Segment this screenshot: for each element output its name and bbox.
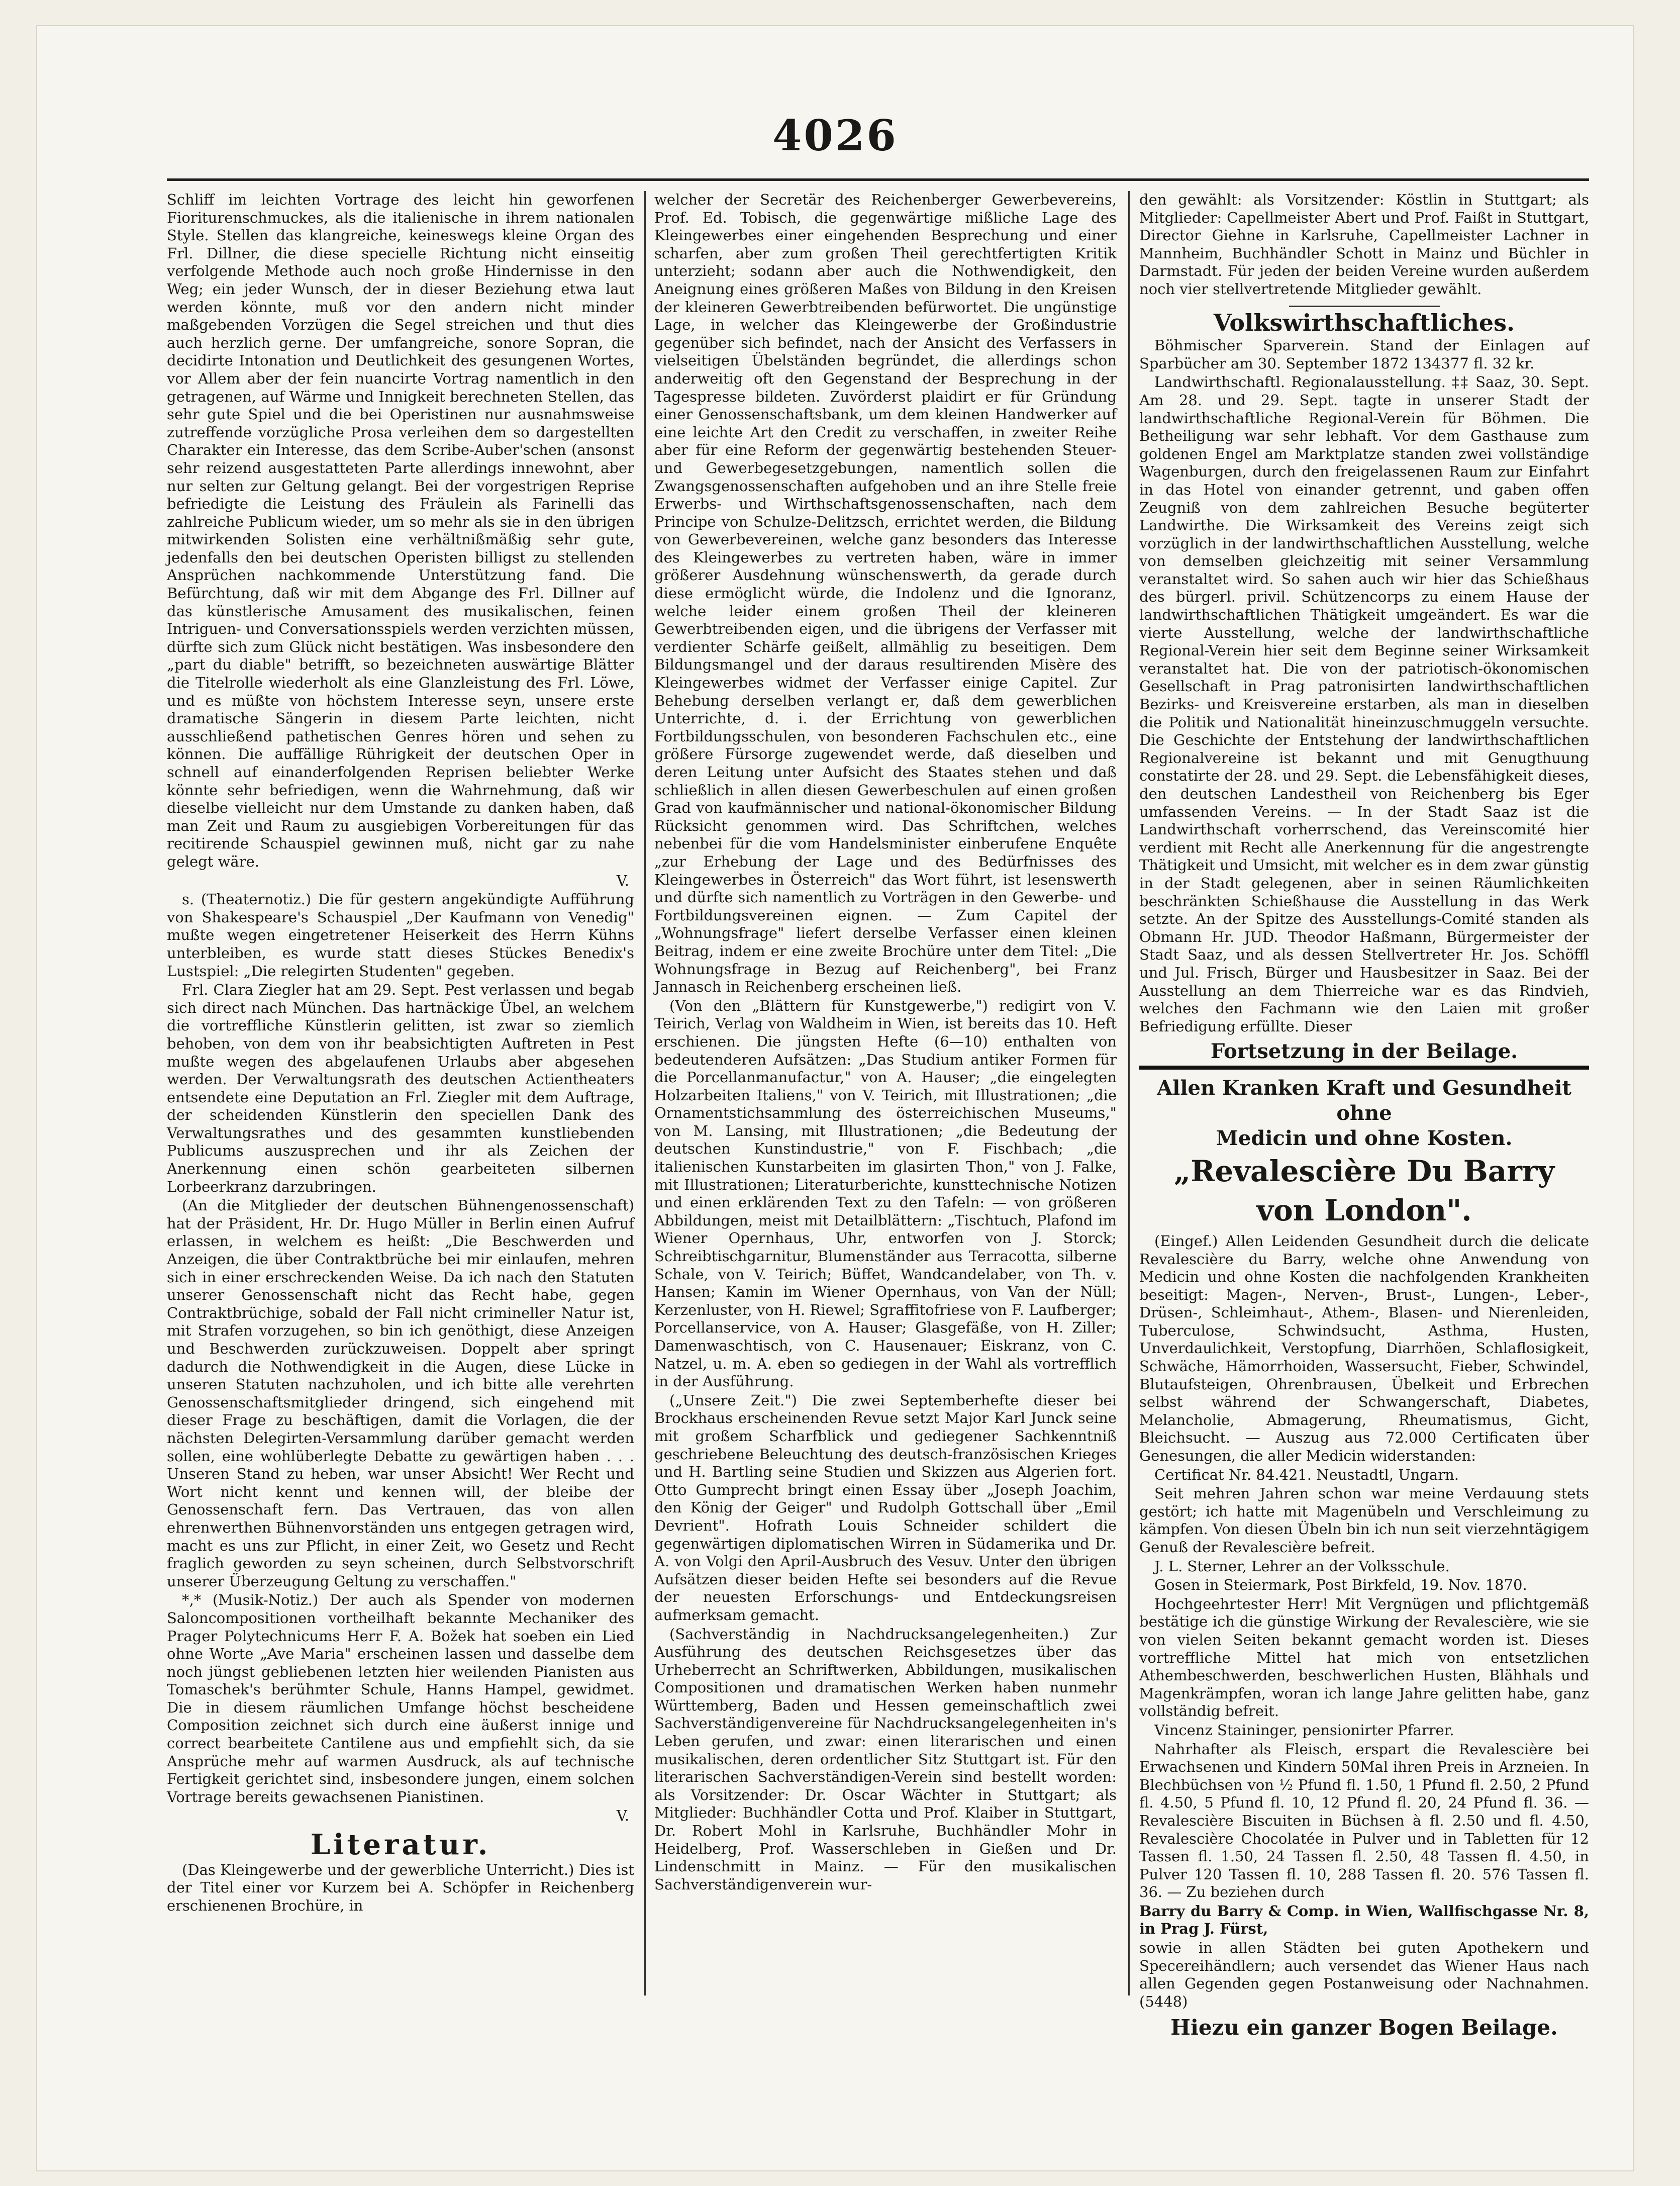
ad-text: Nahrhafter als Fleisch, erspart die Revalescière bei Erwachsenen und Kindern 50Mal ihren Preis in Arzneien. In Blechbüchsen von ½ Pfund fl. 1.50, 1 Pfund fl. 2.50, 2 Pfund fl. 4.50, 5 Pfund fl. 10, 12 Pfund fl. 20, 24 Pfund fl. 36. — Revalescière Biscuiten in Büchsen à fl. 2.50 und fl. 4.50, Revalescière Chocolatée in Pulver und in Tabletten für 12 Tassen fl. 1.50, 24 Tassen fl. 2.50, 48 Tassen fl. 4.50, in Pulver 120 Tassen fl. 10, 288 Tassen fl. 20. 576 Tassen fl. 36. — Zu beziehen durch — [1139, 1740, 1589, 1901]
ad-headline: Allen Kranken Kraft und Gesundheit ohne — [1157, 1076, 1571, 1125]
article-text: Schliff im leichten Vortrage des leicht hin geworfenen Fioriturenschmuckes, als die italienische in ihrem nationalen Style. Stellen das klangreiche, keineswegs kleine Organ des Frl. Dillner, die diese specielle Richtung nicht einseitig verfolgende Methode auch noch große Hindernisse in den Weg; ein jeder Wunsch, der in dieser Beziehung etwa laut werden könnte, muß vor den andern nicht minder maßgebenden Vorzügen die Segel streichen und thut dies auch herzlich gerne. Der umfangreiche, sonore Sopran, die decidirte Intonation und Deutlichkeit des gesungenen Wortes, vor Allem aber der fein nuancirte Vortrag namentlich in den getragenen, auf Wärme und Innigkeit berechneten Stellen, das sehr gute Spiel und die bei Operistinen nur ausnahmsweise zutreffende vorzügliche Prosa verleihen dem so dargestellten Charakter ein Interesse, das dem Scribe-Auber'schen (ansonst sehr reizend ausgestatteten Parte allerdings innewohnt, aber nur selten zur Geltung gelangt. Bei der vorgestrigen Reprise befriedigte die Leistung des Fräulein als Farinelli das zahlreiche Publicum wieder, um so mehr als sie in den übrigen mitwirkenden Solisten eine verhältnißmäßig sehr gute, jedenfalls den bei deutschen Operisten billigst zu stellenden Ansprüchen nachkommende Unterstützung fand. Die Befürchtung, daß wir mit dem Abgange des Frl. Dillner auf das künstlerische Amusament des musikalischen, feinen Intriguen- und Conversationsspiels werden verzichten müssen, dürfte sich zum Glück nicht bestätigen. Was insbesondere den „part du diable" betrifft, so bezeichneten auswärtige Blätter die Titelrolle wiederholt als eine Glanzleistung des Frl. Löwe, und es müßte von höchstem Interesse seyn, unsere erste dramatische Sängerin in diesem Parte leichten, nicht ausschließend pathetischen Genres hören und sehen zu können. Die auffällige Rührigkeit der deutschen Oper in schnell auf einanderfolgenden Reprisen beliebter Werke könnte sehr befriedigen, wenn die Wahrnehmung, daß wir dieselbe vielleicht nur dem Umstande zu danken haben, daß man Zeit und Raum zu ausgiebigen Vorbereitungen für das recitirende Schauspiel gewinnen muß, nicht gar zu nahe gelegt wäre. — [167, 191, 634, 870]
ad-certificate-head: Certificat Nr. 84.421. Neustadtl, Ungarn. — [1154, 1466, 1459, 1483]
article-text: *,* (Musik-Notiz.) Der auch als Spender von modernen Saloncompositionen vortheilhaft bekannte Mechaniker des Prager Polytechnicums Herr F. A. Božek hat soeben ein Lied ohne Worte „Ave Maria" erscheinen lassen und dasselbe dem noch jüngst gebliebenen letzten hier weilenden Pianisten aus Tomaschek's berühmter Schule, Hanns Hampel, gewidmet. Die in diesem räumlichen Umfange höchst bescheidene Composition zeichnet sich durch eine äußerst innige und correct bearbeitete Cantilene aus und empfiehlt sich, da sie Ansprüche mehr auf warmen Ausdruck, als auf technische Fertigkeit gerichtet sind, insbesondere jungen, einem solchen Vortrage bereits gewachsenen Pianistinen. — [167, 1591, 634, 1805]
article-text: welcher der Secretär des Reichenberger Gewerbevereins, Prof. Ed. Tobisch, die gegenwärtige mißliche Lage des Kleingewerbes einer eingehenden Besprechung und einer scharfen, aber zum großen Theil gerechtfertigten Kritik unterzieht; sodann aber auch die Nothwendigkeit, den Aneignung eines größeren Maßes von Bildung in den Kreisen der kleineren Gewerbtreibenden befürwortet. Die ungünstige Lage, in welcher das Kleingewerbe der Großindustrie gegenüber sich befindet, nach der Ansicht des Verfassers in vielseitigen Übelständen begründet, die allerdings schon anderweitig oft den Gegenstand der Besprechung in der Tagespresse bildeten. Zuvörderst plaidirt er für Gründung einer Genossenschaftsbank, um dem kleinen Handwerker auf eine leichte Art den Credit zu verschaffen, in zweiter Reihe aber für eine Reform der gegenwärtig bestehenden Steuer- und Gewerbegesetzgebungen, namentlich sollen die Zwangsgenossenschaften aufgehoben und an ihre Stelle freie Erwerbs- und Wirthschaftsgenossenschaften, nach dem Principe von Schulze-Delitzsch, errichtet werden, die Bildung von Gewerbevereinen, welche ganz besonders das Interesse des Kleingewerbes zu vertreten haben, wäre in immer größerer Ausdehnung wünschenswerth, da gerade durch diese ermöglicht würde, die Indolenz und die Ignoranz, welche leider einem großen Theil der kleineren Gewerbtreibenden eigen, und die übrigens der Verfasser mit verdienter Schärfe geißelt, allmählig zu beseitigen. Dem Bildungsmangel und der daraus resultirenden Misère des Kleingewerbes widmet der Verfasser einige Capitel. Zur Behebung derselben verlangt er, daß dem gewerblichen Unterrichte, d. i. der Errichtung von gewerblichen Fortbildungsschulen, von besonderen Fachschulen etc., eine größere Fürsorge zugewendet werde, daß dieselben und deren Leitung unter Aufsicht des Staates stehen und daß schließlich in allen diesen Gewerbeschulen auf einen großen Grad von kaufmännischer und national-ökonomischer Bildung Rücksicht genommen wird. Das Schriftchen, welches nebenbei für die vom Handelsminister einberufene Enquête „zur Erhebung der Lage und des Bedürfnisses des Kleingewerbes in Österreich" das Wort führt, ist lesenswerth und dürfte sich namentlich zu Vorträgen in den Gewerbe- und Fortbildungsvereinen eignen. — Zum Capitel der „Wohnungsfrage" liefert derselbe Verfasser einen kleinen Beitrag, indem er eine zweite Brochüre unter dem Titel: „Die Wohnungsfrage in Bezug auf Reichenberg", bei Franz Jannasch in Reichenberg erscheinen ließ. — [654, 191, 1117, 996]
article-text: Landwirthschaftl. Regionalausstellung. ‡‡ Saaz, 30. Sept. Am 28. und 29. Sept. tagte in unserer Stadt der landwirthschaftliche Regional-Verein für Böhmen. Die Betheiligung war sehr lebhaft. Vor dem Gasthause zum goldenen Engel am Marktplatze standen zwei vollständige Wagenburgen, durch den freigelassenen Raum zur Einfahrt in das Hotel von einander getrennt, und gaben offen Zeugniß von dem zahlreichen Besuche begüterter Landwirthe. Die Wirksamkeit des Vereins zeigt sich vorzüglich in der landwirthschaftlichen Ausstellung, welche von demselben gleichzeitig mit seiner Versammlung veranstaltet wird. So sahen auch wir hier das Schießhaus des bürgerl. privil. Schützencorps zu einem Hause der landwirthschaftlichen Thätigkeit umgeändert. Es war die vierte Ausstellung, welche der landwirthschaftliche Regional-Verein hier seit dem Beginne seiner Wirksamkeit veranstaltet hat. Die von der patriotisch-ökonomischen Gesellschaft in Prag patronisirten landwirthschaftlichen Bezirks- und Kreisvereine erstarben, als man in dieselben die Politik und Nationalität hineinzuschmuggeln versuchte. Die Geschichte der Entstehung der landwirthschaftlichen Regionalvereine ist bekannt und mit Genugthuung constatirte der 28. und 29. Sept. die Lebensfähigkeit dieses, den deutschen Landestheil von Reichenberg bis Eger umfassenden Vereins. — In der Stadt Saaz ist die Landwirthschaft vorherrschend, das Vereinscomité hier verdient mit Recht alle Anerkennung für die angestrengte Thätigkeit und Umsicht, mit welcher es in dem zwar günstig in der Stadt gelegenen, aber in seinen Räumlichkeiten beschränkten Schießhause die Ausstellung in das Werk setzte. An der Spitze des Ausstellungs-Comité standen als Obmann Hr. JUD. Theodor Haßmann, Bürgermeister der Stadt Saaz, und als dessen Stellvertreter Hr. Jos. Schöffl und Jul. Frisch, Bürger und Hausbesitzer in Saaz. Bei der Ausstellung an dem Thierreiche war es das Rindvieh, welches den Fachmann wie den Laien mit großer Befriedigung erfüllte. Dieser — [1139, 373, 1589, 1035]
ad-headline: Medicin und ohne Kosten. — [1216, 1126, 1513, 1150]
article-text: (Das Kleingewerbe und der gewerbliche Unterricht.) Dies ist der Titel einer vor Kurzem bei A. Schöpfer in Reichenberg erschienenen Brochüre, in — [167, 1861, 634, 1914]
ad-address: Barry du Barry & Comp. in Wien, Wallfischgasse Nr. 8, in Prag J. Fürst, — [1139, 1902, 1589, 1938]
column-2 — [654, 191, 1117, 1995]
continued-note: Fortsetzung in der Beilage. — [1210, 1039, 1518, 1064]
column-1 — [167, 191, 634, 1995]
column-3 — [1139, 191, 1589, 2040]
ad-text: (Eingef.) Allen Leidenden Gesundheit durch die delicate Revalescière du Barry, welche ohne Anwendung von Medicin und ohne Kosten die nachfolgenden Krankheiten beseitigt: Magen-, Nerven-, Brust-, Lungen-, Leber-, Drüsen-, Schleimhaut-, Athem-, Blasen- und Nierenleiden, Tuberculose, Schwindsucht, Asthma, Husten, Unverdaulichkeit, Verstopfung, Diarrhöen, Schlaflosigkeit, Schwäche, Hämorrhoiden, Wassersucht, Fieber, Schwindel, Blutaufsteigen, Ohrenbrausen, Übelkeit und Erbrechen selbst während der Schwangerschaft, Diabetes, Melancholie, Abmagerung, Rheumatismus, Gicht, Bleichsucht. — Auszug aus 72.000 Certificaten über Genesungen, die aller Medicin widerstanden: — [1139, 1232, 1589, 1465]
article-signature: V. — [616, 1807, 629, 1825]
ad-signature: J. L. Sterner, Lehrer an der Volksschule. — [1154, 1557, 1450, 1575]
article-text: („Unsere Zeit.") Die zwei Septemberhefte dieser bei Brockhaus erscheinenden Revue setzt Major Karl Junck seine mit großem Scharfblick und gediegener Sachkenntniß geschriebene Beleuchtung des deutsch-französischen Krieges und H. Bartling seine Studien und Skizzen aus Algerien fort. Otto Gumprecht bringt einen Essay über „Joseph Joachim, den König der Geiger" und Rudolph Gottschall über „Emil Devrient". Hofrath Louis Schneider schildert die gegenwärtigen diplomatischen Wirren in Südamerika und Dr. A. von Volgi den April-Ausbruch des Vesuv. Unter den übrigen Aufsätzen dieser beiden Hefte sei besonders auf die Revue der neuesten Erforschungs- und Entdeckungsreisen aufmerksam gemacht. — [654, 1391, 1117, 1624]
article-text: (Von den „Blättern für Kunstgewerbe,") redigirt von V. Teirich, Verlag von Waldheim in Wien, ist bereits das 10. Heft erschienen. Die jüngsten Hefte (6—10) enthalten von bedeutenderen Aufsätzen: „Das Studium antiker Formen für die Porcellanmanufactur," von A. Hauser; „die eingelegten Holzarbeiten Italiens," von V. Teirich, mit Illustrationen; „die Ornamentstichsammlung des österreichischen Museums," von M. Lansing, mit Illustrationen; „die Bedeutung der deutschen Kunstindustrie," von F. Fischbach; „die italienischen Kunstarbeiten im glasirten Thon," von J. Falke, mit Illustrationen; Literaturberichte, kunsttechnische Notizen und einen erklärenden Text zu den Tafeln: — von größeren Abbildungen, meist mit Detailblättern: „Tischtuch, Plafond im Wiener Opernhaus, Uhr, entworfen von J. Storck; Schreibtischgarnitur, Blumenständer aus Terracotta, silberne Schale, von V. Teirich; Büffet, Wandcandelaber, von Th. v. Hansen; Kamin im Wiener Opernhaus, von Van der Nüll; Kerzenluster, von H. Riewel; Sgraffitofriese von F. Laufberger; Porcellanservice, von A. Hauser; Glasgefäße, von H. Ziller; Damenwaschtisch, von C. Hausenauer; Eiskranz, von C. Natzel, u. m. A. eben so gediegen in der Wahl als vortrefflich in der Ausführung. — [654, 997, 1117, 1390]
ad-signature: Vincenz Staininger, pensionirter Pfarrer. — [1154, 1721, 1454, 1739]
newspaper-page — [36, 25, 1634, 2171]
page-number: 4026 — [772, 111, 898, 160]
article-text: Frl. Clara Ziegler hat am 29. Sept. Pest verlassen und begab sich direct nach München. Das hartnäckige Übel, an welchem die vortreffliche Künstlerin gelitten, ist zwar so ziemlich behoben, von dem von ihr beabsichtigten Auftreten in Pest mußte wegen des abgelaufenen Urlaubs aber abgesehen werden. Der Verwaltungsrath des deutschen Actientheaters entsendete eine Deputation an Frl. Ziegler mit dem Auftrage, der scheidenden Künstlerin den speciellen Dank des Verwaltungsrathes und des gesammten kunstliebenden Publicums auszusprechen und ihr als Zeichen der Anerkennung einen schön gearbeiteten silbernen Lorbeerkranz darzubringen. — [167, 981, 634, 1195]
ad-certificate-head: Gosen in Steiermark, Post Birkfeld, 19. Nov. 1870. — [1154, 1576, 1527, 1594]
article-text: (Sachverständig in Nachdrucksangelegenheiten.) Zur Ausführung des deutschen Reichsgesetzes über das Urheberrecht an Schriftwerken, Abbildungen, musikalischen Compositionen und dramatischen Werken haben nunmehr Württemberg, Baden und Hessen gemeinschaftlich zwei Sachverständigenvereine für Nachdrucksangelegenheiten in's Leben gerufen, und zwar: einen literarischen und einen musikalischen, deren ordentlicher Sitz Stuttgart ist. Für den literarischen Sachverständigen-Verein sind bestellt worden: als Vorsitzender: Dr. Oscar Wächter in Stuttgart; als Mitglieder: Buchhändler Cotta und Prof. Klaiber in Stuttgart, Dr. Robert Mohl in Karlsruhe, Buchhändler Mohr in Heidelberg, Prof. Wasserschleben in Gießen und Dr. Lindenschmitt in Mainz. — Für den musikalischen Sachverständigenverein wur- — [654, 1625, 1117, 1893]
article-text: s. (Theaternotiz.) Die für gestern angekündigte Aufführung von Shakespeare's Schauspiel „Der Kaufmann von Venedig" mußte wegen eingetretener Heiserkeit des Herrn Kühns unterbleiben, es wurde statt dieses Stückes Benedix's Lustspiel: „Die relegirten Studenten" gegeben. — [167, 891, 634, 980]
column-divider — [644, 191, 646, 1995]
advertisement-rule — [1139, 1066, 1589, 1070]
ad-product-name: „Revalescière Du Barry — [1173, 1154, 1555, 1188]
ad-text: Seit mehren Jahren schon war meine Verdauung stets gestört; ich hatte mit Magenübeln und Verschleimung zu kämpfen. Von diesen Übeln bin ich nun seit vierzehntägigem Genuß der Revalescière befreit. — [1139, 1485, 1589, 1556]
article-signature: V. — [616, 872, 629, 889]
supplement-note: Hiezu ein ganzer Bogen Beilage. — [1170, 2015, 1558, 2040]
ad-text: sowie in allen Städten bei guten Apothekern und Specereihändlern; auch versendet das Wiener Haus nach allen Gegenden gegen Postanweisung oder Nachnahmen. (5448) — [1139, 1939, 1589, 2010]
section-rule — [1289, 306, 1440, 307]
literatur-heading: Literatur. — [310, 1828, 491, 1862]
article-text: (An die Mitglieder der deutschen Bühnengenossenschaft) hat der Präsident, Hr. Dr. Hugo Müller in Berlin einen Aufruf erlassen, in welchem es heißt: „Die Beschwerden und Anzeigen, die über Contraktbrüche bei mir einlaufen, mehren sich in einer erschreckenden Weise. Da ich nach den Statuten unserer Genossenschaft nicht das Recht habe, gegen Contraktbrüchige, sobald der Fall nicht crimineller Natur ist, mit Strafen vorzugehen, so bin ich genöthigt, diese Anzeigen und Beschwerden zurückzuweisen. Doppelt aber springt dadurch die Nothwendigkeit in die Augen, diese Lücke in unseren Statuten nachzuholen, und ich bitte alle verehrten Genossenschaftsmitglieder dringend, sich eingehend mit dieser Frage zu beschäftigen, damit die Vorlagen, die der nächsten Delegirten-Versammlung darüber gemacht werden sollen, eine wohlüberlegte Debatte zu gewärtigen haben . . . Unseren Stand zu heben, war unser Absicht! Wer Recht und Wort nicht kennt und kennen will, der bleibe der Genossenschaft fern. Das Vertrauen, das von allen ehrenwerthen Bühnenvorständen uns entgegen getragen wird, macht es uns zur Pflicht, in einer Zeit, wo Gesetz und Recht fraglich geworden zu seyn scheinen, durch Selbstvorschrift unserer Überzeugung Geltung zu verschaffen." — [167, 1197, 634, 1590]
ad-product-name: von London". — [1256, 1193, 1472, 1227]
ad-text: Hochgeehrtester Herr! Mit Vergnügen und pflichtgemäß bestätige ich die günstige Wirkung der Revalescière, wie sie von vielen Seiten bekannt gemacht worden ist. Dieses vortreffliche Mittel hat mich von entsetzlichen Athembeschwerden, beschwerlichen Husten, Blähhals und Magenkrämpfen, woran ich lange Jahre gelitten habe, ganz vollständig befreit. — [1139, 1595, 1589, 1720]
article-text: den gewählt: als Vorsitzender: Köstlin in Stuttgart; als Mitglieder: Capellmeister Abert und Prof. Faißt in Stuttgart, Director Giehne in Karlsruhe, Capellmeister Lachner in Mannheim, Buchhändler Schott in Mainz und Büchler in Darmstadt. Für jeden der beiden Vereine wurden außerdem noch vier stellvertretende Mitglieder gewählt. — [1139, 191, 1589, 298]
column-divider — [1128, 191, 1130, 1995]
article-text: Böhmischer Sparverein. Stand der Einlagen auf Sparbücher am 30. September 1872 134377 fl. 32 kr. — [1139, 337, 1589, 372]
volkswirthschaft-heading: Volkswirthschaftliches. — [1213, 309, 1515, 336]
header-rule — [167, 178, 1589, 181]
